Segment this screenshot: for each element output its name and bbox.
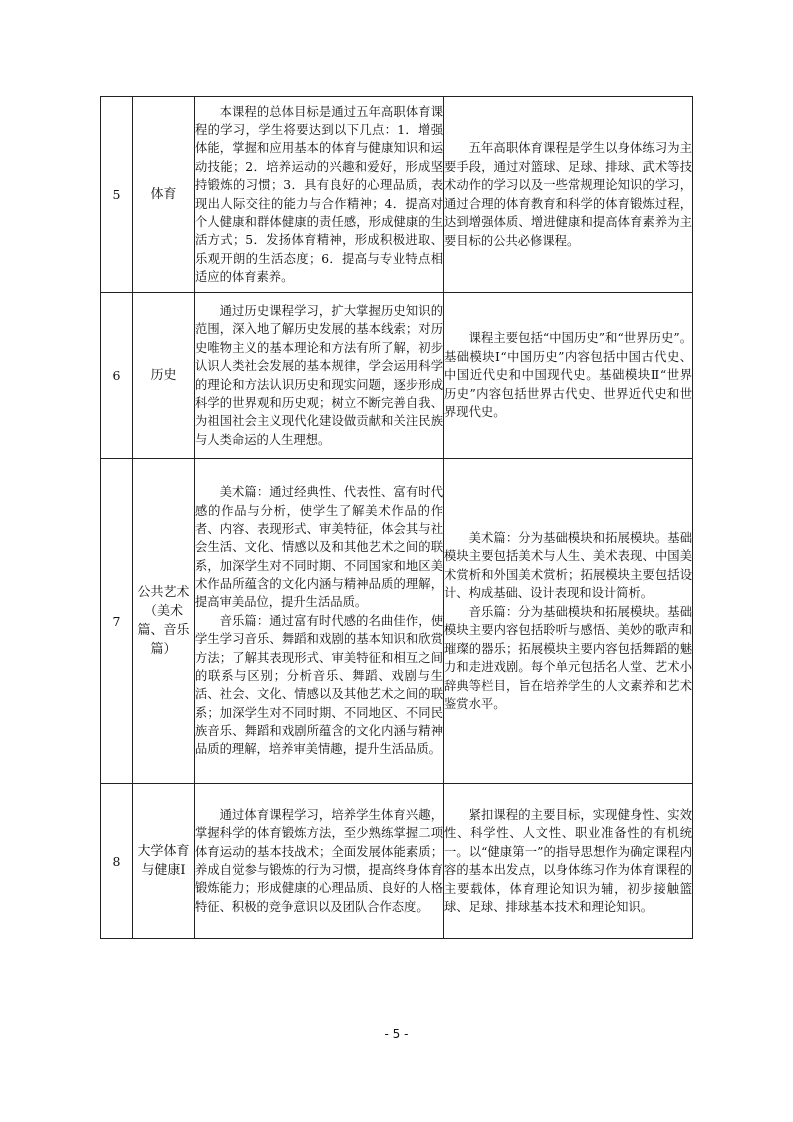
content-paragraph: 课程主要包括“中国历史”和“世界历史”。基础模块Ⅰ“中国历史”内容包括中国古代史、中国近代史和中国现代史。基础模块Ⅱ“世界历史”内容包括世界古代史、世界近代史和世界现代史。 [444,331,692,420]
content-paragraph-music: 音乐篇：分为基础模块和拓展模块。基础模块主要内容包括聆听与感悟、美妙的歌声和璀璨的器乐；拓展模块主要内容包括舞蹈的魅力和走进戏剧。每个单元包括名人堂、艺术小辞典等栏目，旨在培养学生的人文素养和艺术鉴赏水平。 [444,604,692,711]
course-goal [195,293,444,459]
page-number: - 5 - [384,1027,409,1041]
row-number: 6 [101,293,133,459]
goal-paragraph: 通过体育课程学习，培养学生体育兴趣，掌握科学的体育锻炼方法，至少熟练掌握二项体育运动的基本技战术；全面发展体能素质；养成自觉参与锻炼的行为习惯，提高终身体育锻炼能力；形成健康的心理品质、良好的人格特征、积极的竞争意识以及团队合作态度。 [195,807,443,914]
course-row-5 [101,97,693,293]
row-number: 7 [101,459,133,784]
course-name: 大学体育与健康Ⅰ [133,784,195,939]
course-content [444,97,693,293]
course-row-8 [101,784,693,939]
course-row-6 [101,293,693,459]
course-name: 体育 [133,97,195,293]
row-number: 5 [101,97,133,293]
course-goal [195,784,444,939]
course-goal [195,459,444,784]
content-paragraph-art: 美术篇：分为基础模块和拓展模块。基础模块主要包括美术与人生、美术表现、中国美术赏析和外国美术赏析；拓展模块主要包括设计、构成基础、设计表现和设计简析。 [444,530,692,600]
course-name: 历史 [133,293,195,459]
course-content [444,293,693,459]
row-number: 8 [101,784,133,939]
content-paragraph: 五年高职体育课程是学生以身体练习为主要手段，通过对篮球、足球、排球、武术等技术动作的学习以及一些常规理论知识的学习，通过合理的体育教育和科学的体育锻炼过程，达到增强体质、增进健康和提高体育素养为主要目标的公共必修课程。 [444,141,692,248]
course-row-7 [101,459,693,784]
goal-paragraph-art: 美术篇：通过经典性、代表性、富有时代感的作品与分析，使学生了解美术作品的作者、内容、表现形式、审美特征，体会其与社会生活、文化、情感以及和其他艺术之间的联系，加深学生对不同时期、不同国家和地区美术作品所蕴含的文化内涵与精神品质的理解，提高审美品位，提升生活品质。 [195,485,443,610]
content-paragraph: 紧扣课程的主要目标，实现健身性、实效性、科学性、人文性、职业准备性的有机统一。以“健康第一”的指导思想作为确定课程内容的基本出发点，以身体练习作为体育课程的主要载体，体育理论知识为辅，初步接触篮球、足球、排球基本技术和理论知识。 [444,807,692,914]
goal-paragraph: 通过历史课程学习，扩大掌握历史知识的范围，深入地了解历史发展的基本线索；对历史唯物主义的基本理论和方法有所了解，初步认识人类社会发展的基本规律，学会运用科学的理论和方法认识历史和现实问题，逐步形成科学的世界观和历史观；树立不断完善自我、为祖国社会主义现代化建设做贡献和关注民族与人类命运的人生理想。 [195,304,443,447]
course-name: 公共艺术（美术篇、音乐篇） [133,459,195,784]
course-goal [195,97,444,293]
goal-paragraph-music: 音乐篇：通过富有时代感的名曲佳作，使学生学习音乐、舞蹈和戏剧的基本知识和欣赏方法；了解其表现形式、审美特征和相互之间的联系与区别；分析音乐、舞蹈、戏剧与生活、社会、文化、情感以及其他艺术之间的联系；加深学生对不同时期、不同地区、不同民族音乐、舞蹈和戏剧所蕴含的文化内涵与精神品质的理解，培养审美情趣，提升生活品质。 [195,613,443,757]
goal-paragraph: 本课程的总体目标是通过五年高职体育课程的学习，学生将要达到以下几点：1．增强体能，掌握和应用基本的体育与健康知识和运动技能；2．培养运动的兴趣和爱好，形成坚持锻炼的习惯；3．具有良好的心理品质，表现出人际交往的能力与合作精神；4．提高对个人健康和群体健康的责任感，形成健康的生活方式；5．发扬体育精神，形成积极进取、乐观开朗的生活态度；6．提高与专业特点相适应的体育素养。 [195,104,443,284]
course-table [100,96,693,939]
course-content [444,784,693,939]
course-content [444,459,693,784]
